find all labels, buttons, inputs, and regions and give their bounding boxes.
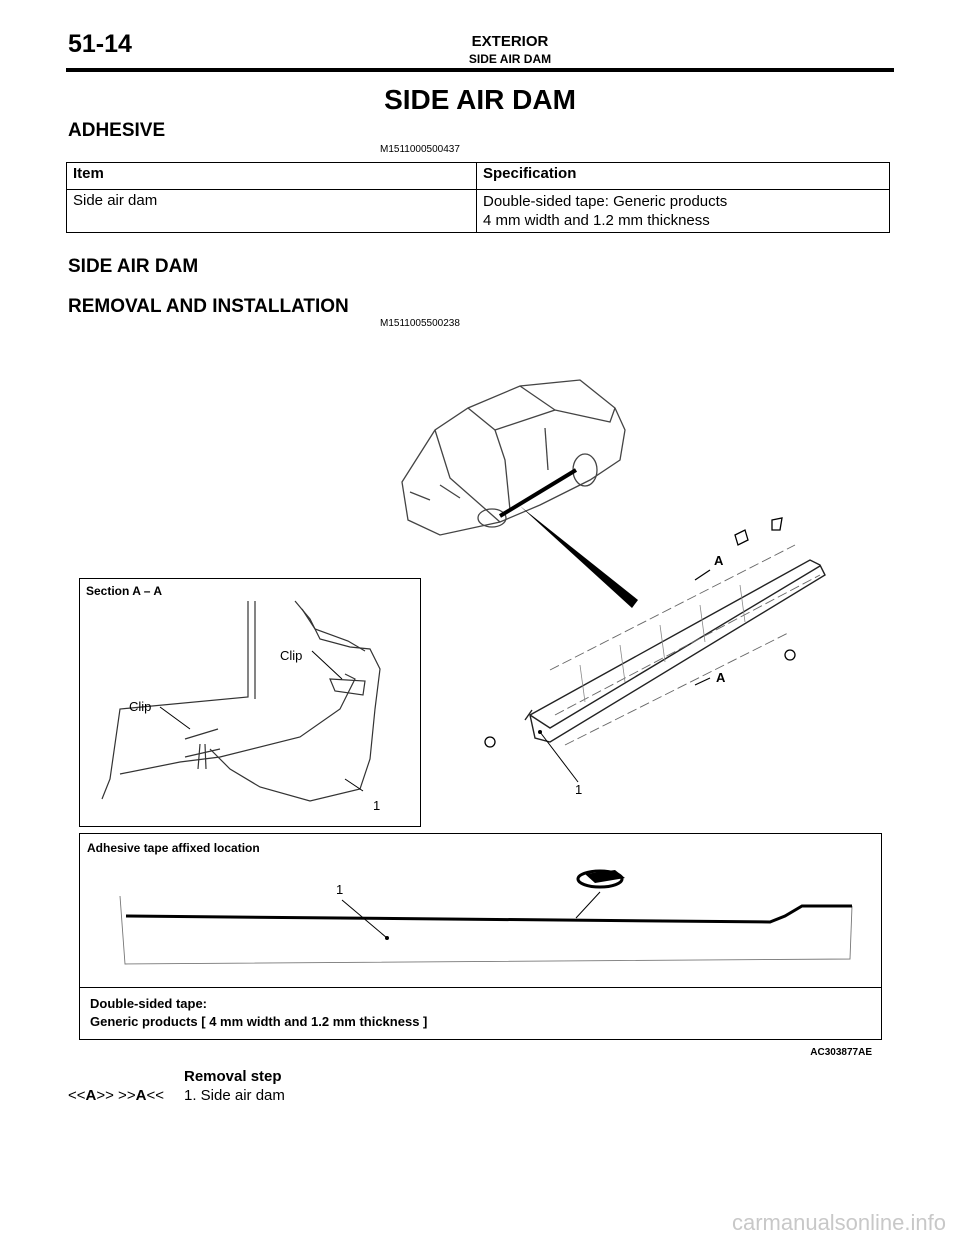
clip-fasteners bbox=[485, 518, 795, 747]
adhesive-box-divider bbox=[80, 987, 881, 988]
cell-item: Side air dam bbox=[67, 190, 477, 233]
removal-doc-id: M1511005500238 bbox=[380, 318, 460, 329]
removal-heading: REMOVAL AND INSTALLATION bbox=[68, 296, 349, 317]
air-dam-part bbox=[525, 560, 825, 742]
adhesive-location-title: Adhesive tape affixed location bbox=[87, 841, 260, 855]
header-rule bbox=[66, 68, 894, 72]
adhesive-spec-table bbox=[66, 162, 890, 233]
section-marker-arrow-top bbox=[695, 570, 710, 580]
watermark: carmanualsonline.info bbox=[731, 1210, 946, 1235]
guide-lines bbox=[550, 545, 820, 745]
adhesive-doc-id: M1511000500437 bbox=[380, 144, 460, 155]
figure-code: AC303877AE bbox=[810, 1047, 872, 1058]
page-number: 51-14 bbox=[68, 30, 132, 58]
chapter-title: EXTERIOR bbox=[471, 33, 549, 50]
car-outline bbox=[402, 380, 625, 535]
tape-note-line2: Generic products [ 4 mm width and 1.2 mm thickness ] bbox=[90, 1014, 428, 1029]
part-leader-line bbox=[540, 732, 578, 782]
section-view-title: Section A – A bbox=[86, 584, 163, 598]
section-subtitle: SIDE AIR DAM bbox=[468, 52, 552, 66]
part-number-section: 1 bbox=[373, 798, 381, 813]
callout-wedge bbox=[520, 506, 638, 608]
ref-close: << bbox=[146, 1087, 164, 1104]
spec-line-1: Double-sided tape: Generic products bbox=[483, 193, 728, 210]
column-header-item: Item bbox=[67, 163, 477, 190]
part-leader-dot bbox=[538, 730, 542, 734]
table-header-row bbox=[67, 163, 890, 190]
tape-note-line1: Double-sided tape: bbox=[90, 996, 208, 1011]
clip-label-upper: Clip bbox=[280, 648, 303, 663]
installation-reference bbox=[68, 1087, 164, 1104]
side-air-dam-heading: SIDE AIR DAM bbox=[68, 256, 199, 277]
side-air-dam-illustration bbox=[380, 370, 880, 830]
part-number-adhesive: 1 bbox=[336, 882, 344, 897]
section-marker-bottom: A bbox=[716, 670, 726, 685]
ref-letter-a-install: A bbox=[135, 1087, 147, 1104]
ref-open: << bbox=[68, 1087, 86, 1104]
ref-letter-a-removal: A bbox=[85, 1087, 97, 1104]
table-row bbox=[67, 190, 890, 233]
part-number-main: 1 bbox=[575, 782, 583, 797]
removal-step-heading: Removal step bbox=[184, 1068, 282, 1085]
removal-step-item: 1. Side air dam bbox=[184, 1087, 285, 1104]
clip-label-lower: Clip bbox=[129, 699, 152, 714]
tape-roll-icon bbox=[578, 870, 625, 887]
column-header-specification: Specification bbox=[477, 163, 890, 190]
cell-specification bbox=[477, 190, 890, 233]
spec-line-2: 4 mm width and 1.2 mm thickness bbox=[483, 212, 710, 229]
ref-mid: >> >> bbox=[96, 1087, 136, 1104]
section-marker-top: A bbox=[714, 553, 724, 568]
page-title: SIDE AIR DAM bbox=[384, 84, 576, 115]
adhesive-location-drawing bbox=[80, 834, 880, 986]
adhesive-heading: ADHESIVE bbox=[68, 120, 166, 141]
